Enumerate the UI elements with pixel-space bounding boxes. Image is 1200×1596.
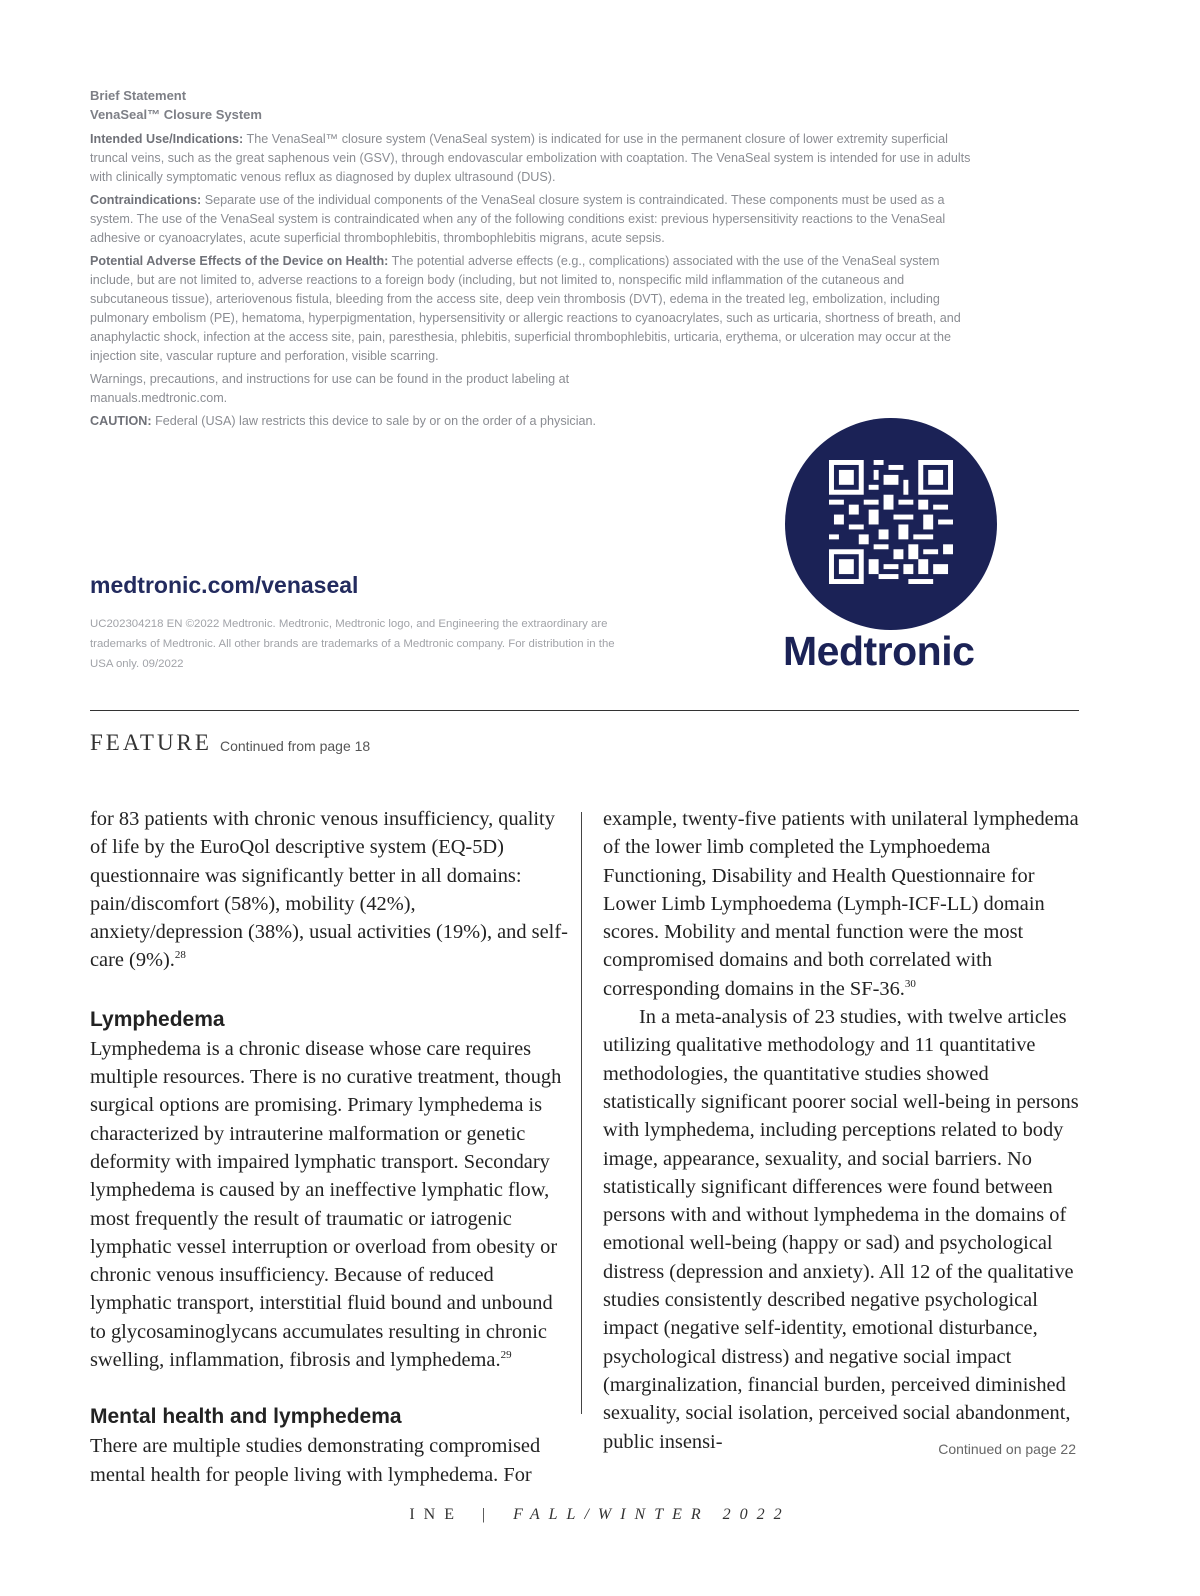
paragraph: Lymphedema is a chronic disease whose care requires multiple resources. There is no curative treatment, though surgical options are promising. Primary lymphedema is characterized by intrauterine malformation or genetic deformity with impaired lymphatic transport. Secondary lymphedema is caused by an ineffective lymphatic flow, most frequently the result of traumatic or iatrogenic lymphatic vessel interruption or overload from obesity or chronic venous insufficiency. Because of reduced lymphatic transport, interstitial fluid bound and unbound to glycosaminoglycans accumulates resulting in chronic swelling, inflammation, fibrosis and lymphedema.$^{29}$ [90,1037,562,1372]
medtronic-logo: Medtronic [783,628,975,674]
article-column-right [603,805,1081,1456]
subheading-lymphedema: Lymphedema [90,1007,225,1031]
caution: CAUTION: Federal (USA) law restricts this device to sale by or on the order of a physician. [90,414,597,428]
paragraph: In a meta-analysis of 23 studies, with twelve articles utilizing qualitative methodology and 11 quantitative methodologies, the quantitative studies showed statistically significant poorer social well-being in persons with lymphedema, including perceptions related to body image, appearance, sexuality, and social barriers. No statistically significant differences were found between persons with and without lymphedema in the domains of emotional well-being (happy or sad) and psychological distress (depression and anxiety). All 12 of the qualitative studies consistently described negative psychological impact (negative self-identity, emotional disturbance, psychological distress) and negative social impact (marginalization, financial burden, perceived diminished sexuality, social isolation, perceived social abandonment, public insensi- [603,1006,1079,1453]
paragraph: for 83 patients with chronic venous insufficiency, quality of life by the EuroQol descriptive system (EQ-5D) questionnaire was significantly better in all domains: pain/discomfort (58%), mobility (42%), anxiety/depression (38%), usual activities (19%), and self-care (9%).$^{28}$ [90,808,568,972]
paragraph: example, twenty-five patients with unilateral lymphedema of the lower limb completed the Lymphoedema Functioning, Disability and Health Questionnaire for Lower Limb Lymphoedema (Lymph-ICF-LL) domain scores. Mobility and mental function were the most compromised domains and both correlated with corresponding domains in the SF-36.30 [603,808,1079,1000]
indications: Intended Use/Indications: The VenaSeal™ closure system (VenaSeal system) is indicated for use in the permanent closure of lower extremity superficial truncal veins, such as the great saphenous vein (GSV), through endovascular embolization with coaptation. The VenaSeal system is intended for use in adults with clinically symptomatic venous reflux as diagnosed by duplex ultrasound (DUS). [90,132,971,184]
warnings: Warnings, precautions, and instructions for use can be found in the product labeling at manuals.medtronic.com. [90,372,570,405]
contraindications: Contraindications: Separate use of the individual components of the VenaSeal closure system is contraindicated. These components must be used as a system. The use of the VenaSeal system is contraindicated when any of the following conditions exist: previous hypersensitivity reactions to the VenaSeal adhesive or cyanoacrylates, acute superficial thrombophlebitis, thrombophlebitis migrans, acute sepsis. [90,193,946,245]
brief-statement [90,86,985,435]
page-footer [0,1506,1200,1524]
qr-code-icon [829,460,953,584]
reference: 30 [904,977,916,990]
subheading-mental-health: Mental health and lymphedema [90,1405,402,1429]
brief-statement-title: Brief Statement [90,88,187,103]
adverse-effects: Potential Adverse Effects of the Device on Health: The potential adverse effects (e.g., complications) associated with the use of the VenaSeal system include, but are not limited to, adverse reactions to a foreign body (including, but not limited to, nonspecific mild inflammation of the cutaneous and subcutaneous tissue), arteriovenous fistula, bleeding from the access site, deep vein thrombosis (DVT), edema in the treated leg, embolization, including pulmonary embolism (PE), hematoma, hyperpigmentation, hypersensitivity or allergic reactions to cyanoacrylates, such as urticaria, shortness of breath, and anaphylactic shock, infection at the access site, pain, paresthesia, phlebitis, superficial thrombophlebitis, urticaria, erythema, or ulceration may occur at the injection site, vascular rupture and perforation, visible scarring. [90,254,961,363]
ad-legal-text: UC202304218 EN ©2022 Medtronic. Medtronic, Medtronic logo, and Engineering the extraordinary are trademarks of Medtronic. All other brands are trademarks of a Medtronic company. For distribution in the USA only. 09/2022 [90,618,615,670]
reference: 29 [500,1349,512,1362]
qr-badge[interactable] [785,418,997,630]
continued-on: Continued on page 22 [938,1441,1076,1457]
column-divider [581,812,582,1414]
ad-url-link[interactable]: medtronic.com/venaseal [90,572,359,598]
product-name: VenaSeal™ Closure System [90,107,262,122]
continued-from: Continued from page 18 [220,738,371,754]
reference: 28 [174,949,186,962]
footer-separator: | [481,1506,495,1523]
article-column-left [90,805,568,1489]
section-label: FEATURE [90,730,212,755]
issue-date: FALL/WINTER 2022 [513,1506,791,1523]
journal-name: INE [409,1506,463,1523]
section-divider [90,710,1079,711]
paragraph: There are multiple studies demonstrating compromised mental health for people living with lymphedema. For [90,1435,541,1486]
advertisement [0,0,1200,700]
